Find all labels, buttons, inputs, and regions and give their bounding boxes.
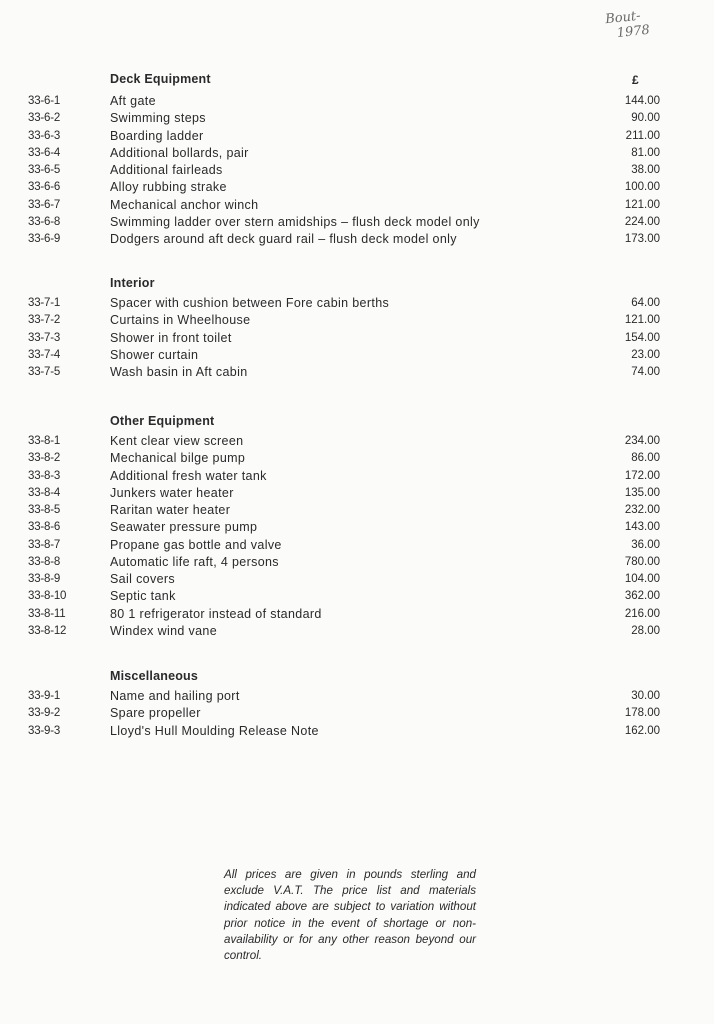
item-description: Swimming ladder over stern amidships – flush deck model only bbox=[110, 214, 480, 229]
list-item bbox=[0, 607, 714, 624]
list-item bbox=[0, 706, 714, 723]
item-code: 33-8-12 bbox=[28, 624, 67, 637]
item-code: 33-8-3 bbox=[28, 469, 61, 482]
item-description: Dodgers around aft deck guard rail – flush deck model only bbox=[110, 232, 457, 246]
handwritten-note bbox=[605, 8, 651, 42]
item-description: Seawater pressure pump bbox=[110, 520, 258, 535]
item-price: 121.00 bbox=[624, 198, 660, 211]
item-price: 38.00 bbox=[631, 164, 660, 176]
item-description: Aft gate bbox=[110, 94, 156, 108]
item-code: 33-8-7 bbox=[28, 538, 61, 551]
item-description: Spare propeller bbox=[110, 706, 201, 721]
item-description: Kent clear view screen bbox=[110, 434, 244, 448]
item-description: Mechanical anchor winch bbox=[110, 197, 259, 212]
item-price: 780.00 bbox=[624, 555, 660, 568]
item-code: 33-7-1 bbox=[28, 297, 61, 309]
item-description: Lloyd's Hull Moulding Release Note bbox=[110, 723, 319, 738]
item-price: 143.00 bbox=[624, 521, 660, 534]
list-item bbox=[0, 198, 714, 215]
item-code: 33-8-8 bbox=[28, 555, 61, 568]
item-price: 224.00 bbox=[624, 215, 660, 228]
item-price: 104.00 bbox=[624, 573, 660, 585]
item-price: 234.00 bbox=[624, 435, 660, 447]
item-price: 74.00 bbox=[631, 366, 660, 378]
item-code: 33-8-11 bbox=[28, 607, 66, 620]
item-price: 64.00 bbox=[631, 297, 660, 309]
item-code: 33-8-4 bbox=[28, 486, 61, 499]
item-description: Boarding ladder bbox=[110, 128, 204, 143]
item-code: 33-6-7 bbox=[28, 198, 61, 211]
list-item bbox=[0, 111, 714, 128]
item-price: 172.00 bbox=[624, 469, 660, 482]
item-description: Wash basin in Aft cabin bbox=[110, 365, 248, 379]
item-description: Shower curtain bbox=[110, 347, 199, 362]
item-description: Alloy rubbing strake bbox=[110, 180, 227, 195]
item-description: Raritan water heater bbox=[110, 503, 231, 517]
item-price: 90.00 bbox=[631, 112, 660, 125]
item-code: 33-8-6 bbox=[28, 521, 61, 534]
list-item bbox=[0, 146, 714, 163]
item-price: 154.00 bbox=[624, 331, 660, 344]
item-price: 81.00 bbox=[631, 146, 660, 159]
item-code: 33-6-6 bbox=[28, 181, 61, 194]
item-list bbox=[0, 296, 714, 382]
list-item bbox=[0, 215, 714, 232]
item-code: 33-6-9 bbox=[28, 233, 61, 245]
list-item bbox=[0, 624, 714, 641]
currency-header: £ bbox=[632, 73, 639, 87]
list-item bbox=[0, 163, 714, 180]
item-code: 33-6-3 bbox=[28, 129, 61, 142]
item-list bbox=[0, 94, 714, 249]
item-code: 33-6-1 bbox=[28, 95, 61, 107]
section-title: Deck Equipment bbox=[110, 72, 211, 86]
item-code: 33-6-8 bbox=[28, 215, 61, 228]
list-item bbox=[0, 724, 714, 741]
item-code: 33-6-2 bbox=[28, 112, 61, 125]
list-item bbox=[0, 538, 714, 555]
list-item bbox=[0, 555, 714, 572]
footer-note: All prices are given in pounds sterling and exclude V.A.T. The price list and materials indicated above are subject to variation without prior notice in the event of shortage or non-availability or for any other reason beyond our control. bbox=[224, 868, 476, 963]
section-title: Interior bbox=[110, 276, 155, 290]
list-item bbox=[0, 451, 714, 468]
item-price: 100.00 bbox=[624, 181, 660, 194]
list-item bbox=[0, 232, 714, 249]
item-list bbox=[0, 689, 714, 741]
item-list bbox=[0, 434, 714, 641]
item-price: 232.00 bbox=[624, 504, 660, 516]
item-code: 33-9-3 bbox=[28, 724, 61, 737]
list-item bbox=[0, 296, 714, 313]
item-description: Windex wind vane bbox=[110, 623, 218, 638]
list-item bbox=[0, 94, 714, 111]
item-price: 173.00 bbox=[624, 233, 660, 245]
list-item bbox=[0, 572, 714, 589]
item-price: 211.00 bbox=[625, 129, 660, 142]
item-code: 33-7-5 bbox=[28, 366, 61, 378]
item-price: 362.00 bbox=[624, 590, 660, 603]
list-item bbox=[0, 313, 714, 330]
item-description: Propane gas bottle and valve bbox=[110, 537, 282, 552]
list-item bbox=[0, 689, 714, 706]
item-description: Spacer with cushion between Fore cabin berths bbox=[110, 296, 390, 310]
list-item bbox=[0, 365, 714, 382]
item-price: 178.00 bbox=[624, 707, 660, 720]
item-price: 28.00 bbox=[631, 624, 660, 637]
list-item bbox=[0, 589, 714, 606]
item-price: 216.00 bbox=[624, 607, 660, 620]
list-item bbox=[0, 331, 714, 348]
list-item bbox=[0, 486, 714, 503]
item-price: 36.00 bbox=[631, 538, 660, 551]
item-description: Curtains in Wheelhouse bbox=[110, 313, 251, 328]
section-title: Other Equipment bbox=[110, 414, 215, 428]
item-description: Mechanical bilge pump bbox=[110, 451, 246, 466]
item-code: 33-7-4 bbox=[28, 348, 61, 361]
item-price: 144.00 bbox=[624, 95, 660, 107]
list-item bbox=[0, 180, 714, 197]
item-code: 33-8-10 bbox=[28, 590, 67, 603]
item-description: 80 1 refrigerator instead of standard bbox=[110, 606, 322, 621]
item-description: Shower in front toilet bbox=[110, 330, 232, 345]
list-item bbox=[0, 469, 714, 486]
item-description: Name and hailing port bbox=[110, 689, 240, 703]
item-price: 86.00 bbox=[631, 452, 660, 465]
item-code: 33-9-1 bbox=[28, 690, 61, 702]
item-price: 30.00 bbox=[631, 690, 660, 702]
item-price: 135.00 bbox=[624, 486, 660, 499]
list-item bbox=[0, 503, 714, 520]
list-item bbox=[0, 348, 714, 365]
item-code: 33-8-5 bbox=[28, 504, 61, 516]
item-code: 33-7-3 bbox=[28, 331, 61, 344]
item-description: Additional fairleads bbox=[110, 163, 223, 177]
item-description: Automatic life raft, 4 persons bbox=[110, 554, 279, 569]
item-price: 162.00 bbox=[624, 724, 660, 737]
item-description: Sail covers bbox=[110, 572, 175, 586]
section-title: Miscellaneous bbox=[110, 669, 199, 683]
item-code: 33-9-2 bbox=[28, 707, 61, 720]
item-code: 33-8-1 bbox=[28, 435, 61, 447]
item-code: 33-8-9 bbox=[28, 573, 61, 585]
list-item bbox=[0, 129, 714, 146]
item-price: 23.00 bbox=[631, 348, 660, 361]
item-code: 33-7-2 bbox=[28, 314, 61, 327]
item-code: 33-6-5 bbox=[28, 164, 61, 176]
list-item bbox=[0, 520, 714, 537]
handwritten-note-line: Bout- bbox=[604, 8, 642, 28]
item-description: Additional bollards, pair bbox=[110, 145, 249, 160]
item-description: Septic tank bbox=[110, 589, 176, 604]
item-code: 33-6-4 bbox=[28, 146, 61, 159]
handwritten-note-line: 1978 bbox=[616, 22, 651, 42]
item-description: Additional fresh water tank bbox=[110, 468, 267, 483]
item-description: Swimming steps bbox=[110, 111, 206, 126]
list-item bbox=[0, 434, 714, 451]
item-price: 121.00 bbox=[624, 314, 660, 327]
item-description: Junkers water heater bbox=[110, 485, 234, 500]
item-code: 33-8-2 bbox=[28, 452, 61, 465]
